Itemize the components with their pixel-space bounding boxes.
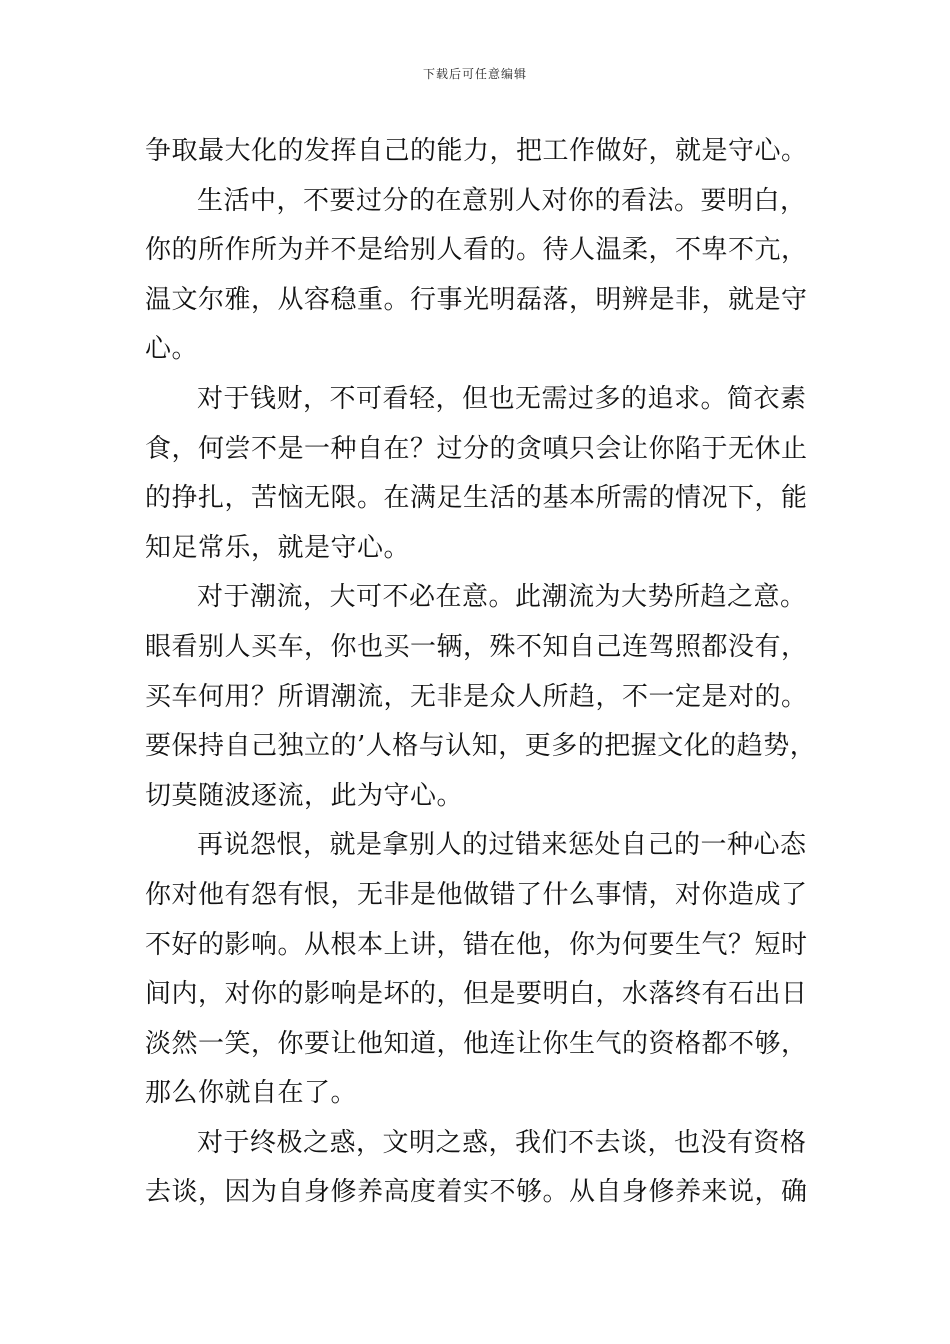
- paragraph-start-line: 再说怨恨，就是拿别人的过错来惩处自己的一种心态: [197, 830, 807, 861]
- text-line: 知足常乐，就是守心。: [145, 532, 411, 563]
- text-line: 去谈，因为自身修养高度着实不够。从自身修养来说，确: [145, 1177, 808, 1208]
- text-line: 切莫随波逐流，此为守心。: [145, 780, 464, 811]
- paragraph-start-line: 对于钱财，不可看轻，但也无需过多的追求。简衣素: [197, 383, 807, 414]
- text-line: 不好的影响。从根本上讲，错在他，你为何要生气？短时: [145, 929, 808, 960]
- text-line: 争取最大化的发挥自己的能力，把工作做好，就是守心。: [145, 136, 808, 166]
- document-body: [145, 127, 835, 1218]
- text-line: 买车何用？所谓潮流，无非是众人所趋，不一定是对的。: [145, 681, 808, 712]
- paragraph-start-line: 对于终极之惑，文明之惑，我们不去谈，也没有资格: [197, 1127, 807, 1158]
- paragraph-start-line: 生活中，不要过分的在意别人对你的看法。要明白，: [197, 185, 807, 216]
- text-line: 那么你就自在了。: [145, 1078, 358, 1109]
- text-line: 你对他有怨有恨，无非是他做错了什么事情，对你造成了: [145, 879, 808, 910]
- page-header: 下载后可任意编辑: [422, 67, 527, 81]
- text-line: 心。: [145, 334, 199, 365]
- text-line: 温文尔雅，从容稳重。行事光明磊落，明辨是非，就是守: [145, 284, 808, 315]
- text-line: 淡然一笑，你要让他知道，他连让你生气的资格都不够，: [145, 1028, 808, 1059]
- paragraph-start-line: 对于潮流，大可不必在意。此潮流为大势所趋之意。: [197, 582, 807, 613]
- text-line: 你的所作所为并不是给别人看的。待人温柔，不卑不亢，: [145, 235, 808, 266]
- text-line: 的挣扎，苦恼无限。在满足生活的基本所需的情况下，能: [145, 483, 808, 514]
- text-line: 眼看别人买车，你也买一辆，殊不知自己连驾照都没有，: [145, 631, 808, 662]
- text-line: 间内，对你的影响是坏的，但是要明白，水落终有石出日: [145, 979, 808, 1010]
- text-line: 要保持自己独立的’人格与认知，更多的把握文化的趋势，: [145, 731, 817, 762]
- text-line: 食，何尝不是一种自在？过分的贪嗔只会让你陷于无休止: [145, 433, 808, 464]
